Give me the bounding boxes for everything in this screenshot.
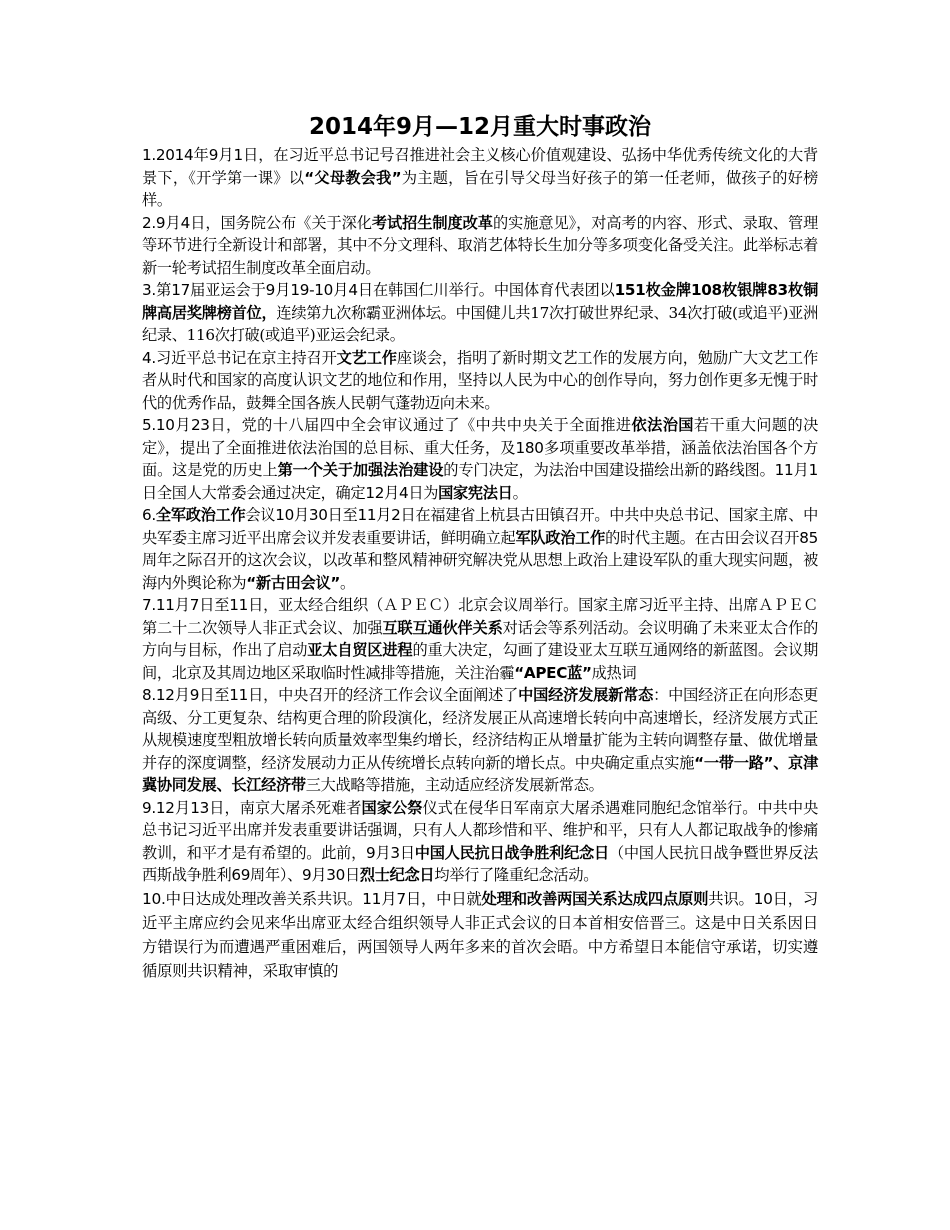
body-text: 5.10	[142, 416, 175, 434]
body-text: 日至	[327, 506, 358, 524]
body-text: 多项重要改革举措，涵盖依法治国各个方面。这是党的历史上	[142, 438, 818, 479]
emphasis-text: 处理和改善两国关系达成四点原则	[481, 889, 709, 908]
news-item-6	[142, 504, 818, 594]
emphasis-text: 151枚金牌108枚银牌83枚铜牌高居奖牌榜首位，	[142, 281, 819, 322]
emphasis-text: 军队政治工作	[515, 528, 606, 547]
body-text: 30	[308, 506, 328, 524]
emphasis-text: “APEC蓝”	[514, 663, 592, 682]
body-text: 17	[171, 281, 190, 299]
body-text: 为主题，旨在引导父母当好孩子的第一任老师，做孩子的好榜样。	[142, 168, 819, 209]
news-item-10	[142, 887, 818, 983]
body-text: 1.2014	[142, 146, 194, 164]
emphasis-text: 考试招生制度改革	[371, 213, 493, 232]
body-text: 月	[384, 483, 399, 502]
body-text: 月	[333, 281, 349, 299]
body-text: 日至	[199, 596, 230, 614]
body-text: 日，党的十八届四中全会审议通过了《中共中央关于全面推进	[209, 416, 632, 434]
news-item-4	[142, 347, 818, 415]
body-text: 连续第九次称霸亚洲体坛。中国健儿共17次打破世界纪录、34次打破(或追平)亚洲纪录、116次打破(或追平)亚运会纪录。	[142, 303, 818, 344]
news-item-2	[142, 212, 818, 280]
body-text: 的实施意见》，对高考的内容、形式、录取、管理等环节进行全新设计和部署，其中不分文理科、取消艺体特长生加分等多项变化备受关注。此举标志着新一轮考试招生制度改革全面启动。	[142, 213, 819, 277]
body-text: 月	[793, 461, 809, 479]
emphasis-text: 中国经济发展新常态	[518, 686, 654, 704]
body-text: 9	[366, 843, 376, 862]
body-text: 12	[365, 483, 385, 502]
body-text: 8.12	[142, 686, 175, 704]
emphasis-text: 中国人民抗日战争胜利纪念日	[414, 843, 609, 862]
body-text: 。	[340, 573, 355, 592]
body-text: 日在福建省上杭县古田镇召开。中共中央总书记、国家主席、中央军委主席习近平出席会议并发表重要讲话，鲜明确立起	[142, 506, 818, 547]
emphasis-text: 互联互通伙伴关系	[382, 618, 503, 637]
emphasis-text: 烈士纪念日	[359, 866, 435, 884]
body-text: 9	[208, 146, 219, 164]
body-text: 成热词	[591, 663, 637, 682]
emphasis-text: 亚太自贸区进程	[307, 641, 413, 659]
body-text: 的时代主题。在古田会议召开	[605, 528, 800, 547]
body-text: 月	[376, 506, 392, 524]
body-text: 10.中日达成处理改善关系共识。11月7日，中日就	[142, 889, 482, 908]
document-body	[142, 144, 818, 983]
body-text: 4	[398, 483, 409, 502]
body-text: 1	[233, 146, 243, 164]
body-text: 座谈会，指明了新时期文艺工作的发展方向，勉励广大文艺工作者从时代和国家的高度认识文艺的地位和作用，坚持以人民为中心的创作导向，努力创作更多无愧于时代的优秀作品，鼓舞全国各族人民朝气蓬勃迈向未来。	[142, 348, 818, 412]
body-text: 日全国人大常委会通过决定，确定	[142, 483, 366, 502]
body-text: 19-10	[290, 281, 334, 299]
body-text: 9	[189, 686, 200, 704]
body-text: 的专门决定，为法治中国建设描绘出新的路线图。	[443, 461, 775, 479]
body-text: 第	[155, 281, 172, 299]
body-text: 对话会等系列活动。会议明确了未来亚太合作的方向与目标，作出了启动	[142, 618, 818, 659]
body-text: 4.	[142, 348, 156, 367]
news-item-8	[142, 684, 818, 797]
emphasis-text: 依法治国	[631, 416, 694, 434]
body-text: 日为	[408, 483, 439, 502]
body-text: 届亚运会于	[189, 281, 266, 299]
body-text: 4	[180, 213, 191, 232]
body-text: 日，中央召开的经济工作会议全面阐述了	[247, 686, 519, 704]
body-text: 3.	[142, 281, 156, 299]
body-text: 月	[218, 146, 234, 164]
body-text: 2	[391, 506, 401, 524]
body-text: 7	[189, 596, 200, 614]
body-text: 的重大决定，勾画了建设亚太互联互通网络的新蓝图。会议期间，北京及其周边地区采取临时性减排等措施，关注治霾	[142, 641, 819, 682]
body-text: 月	[375, 843, 391, 862]
body-text: 7.11	[142, 596, 175, 614]
body-text: 日，亚太经合组织（ＡＰＥＣ）北京会议周举行。国家主席习近平主持、出席ＡＰＥＣ第二十二次领导人非正式会议、加强	[142, 596, 819, 637]
body-text: 11	[229, 596, 248, 614]
news-item-1	[142, 144, 818, 212]
body-text: 1	[808, 461, 819, 479]
body-text: 月	[174, 686, 190, 704]
news-item-3	[142, 279, 818, 347]
emphasis-text: 国家宪法日	[438, 483, 513, 502]
body-text: 月	[174, 596, 190, 614]
body-text: 日至	[199, 686, 230, 704]
body-text: 。	[512, 483, 528, 502]
body-text: 三大战略等措施，主动适应经济发展新常态。	[305, 776, 604, 794]
body-text: 11	[357, 506, 377, 524]
emphasis-text: “新古田会议”	[246, 573, 341, 592]
body-text: 9.12	[142, 798, 175, 817]
document-title: 2014年9月—12月重大时事政治	[308, 114, 652, 140]
body-text: 习近平总书记在京主持召开	[155, 348, 337, 367]
body-text: 年	[193, 146, 209, 164]
body-text: 月	[293, 506, 309, 524]
news-item-9	[142, 797, 818, 887]
body-text: 日，南京大屠杀死难者	[208, 798, 362, 817]
news-item-7	[142, 594, 818, 684]
body-text: 若干重大问题的决定》，提出了全面推进依法治国的总目标、重大任务，及	[142, 416, 818, 457]
body-text: 180	[515, 438, 544, 457]
body-text: 月	[174, 416, 191, 434]
body-text: 月	[174, 798, 191, 817]
body-text: 23	[190, 416, 210, 434]
body-text: 会议	[245, 506, 276, 524]
emphasis-text: 第一个关于加强法治建设	[277, 461, 444, 479]
body-text: 9	[265, 281, 276, 299]
body-text: 10	[275, 506, 294, 524]
body-text: 2.9	[142, 213, 166, 232]
body-text: 月	[165, 213, 181, 232]
emphasis-text: 国家公祭	[361, 798, 423, 817]
body-text: 日，国务院公布《关于深化	[190, 213, 372, 232]
body-text: ：中国经济正在向形态更高级、分工更复杂、结构更合理的阶段演化，经济发展正从高速增长转向中高速增长，经济发展方式正从规模速度型粗放增长转向质量效率型集约增长，经济结构正从增量扩能为主转向调整存量、做优增量并存的深度调整，经济发展动力正从传统增长点转向新的增长点。中央确定重点实施	[142, 686, 819, 772]
document-page	[142, 112, 818, 983]
body-text: 4	[348, 281, 358, 299]
body-text: 11	[774, 461, 794, 479]
body-text: 13	[190, 798, 209, 817]
body-text: 月	[275, 281, 291, 299]
emphasis-text: 全军政治工作	[155, 506, 246, 524]
body-text: 6.	[142, 506, 156, 524]
emphasis-text: “一带一路”、京津冀协同发展、长江经济带	[142, 753, 818, 794]
news-item-5	[142, 414, 818, 504]
body-text: 11	[229, 686, 248, 704]
body-text: 周年之际召开的这次会议，以改革和整风精神研究解决党从思想上政治上建设军队的重大现实问题，被海内外舆论称为	[142, 551, 818, 592]
emphasis-text: “父母教会我”	[304, 168, 402, 187]
body-text: 日，在习近平总书记号召推进社会主义核心价值观建设、弘扬中华优秀传统文化的大背景下，《开学第一课》以	[142, 146, 819, 187]
body-text: 共识。10日，习近平主席应约会见来华出席亚太经合组织领导人非正式会议的日本首相安倍晋三。这是中日关系因日方错误行为而遭遇严重困难后，两国领导人两年多来的首次会晤。中方希望日本能信守承诺，切实遵循原则共识精神，采取审慎的	[142, 889, 818, 980]
body-text: 日	[399, 843, 415, 862]
body-text: 仪式在侵华日军南京大屠杀遇难同胞纪念馆举行。中共中央总书记习近平出席并发表重要讲话强调，只有人人都珍惜和平、维护和平，只有人人都记取战争的惨痛教训，和平才是有希望的。此前，	[142, 798, 818, 862]
body-text: 日在韩国仁川举行。中国体育代表团以	[357, 281, 615, 299]
body-text: 85	[799, 528, 818, 547]
body-text: （中国人民抗日战争暨世界反法西斯战争胜利69周年）、9月30日	[142, 843, 818, 884]
body-text: 均举行了隆重纪念活动。	[434, 866, 599, 884]
emphasis-text: 文艺工作	[336, 348, 397, 367]
body-text: 3	[390, 843, 400, 862]
